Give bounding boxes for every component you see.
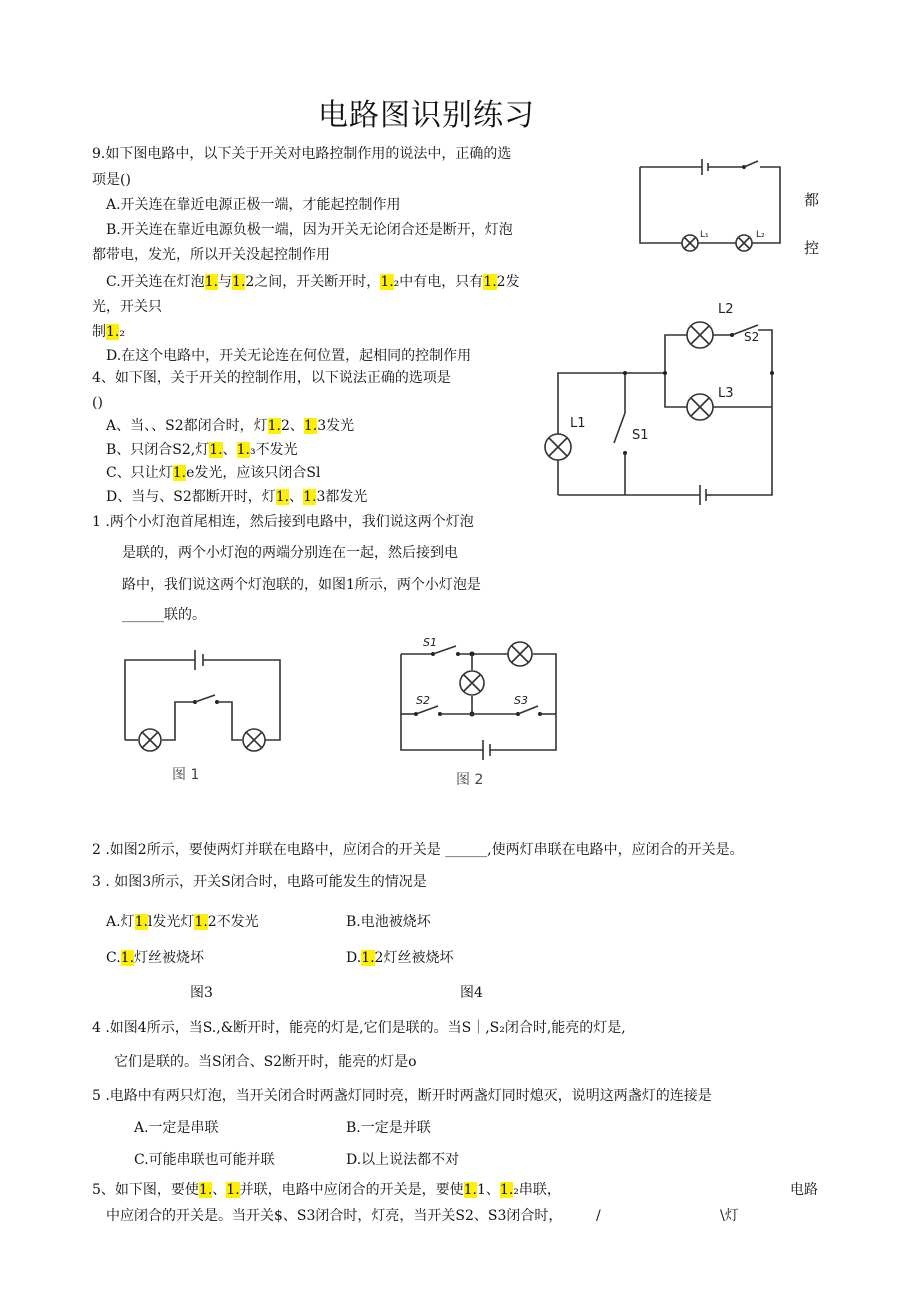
q5b-line1: 5、如下图，要使1.、1.并联，电路中应闭合的开关是，要使1.1、1.₂串联，: [92, 1182, 561, 1198]
q4-option-a: A、当、、S2都闭合时，灯1.2、1.3发光: [106, 418, 355, 434]
label-l2: L2: [718, 302, 734, 317]
q4b-line1: 4 .如图4所示，当S.,&断开时，能亮的灯是,它们是联的。当S｜,S₂闭合时,能亮的灯是,: [92, 1020, 626, 1036]
q9-option-c-line1: C.开关连在灯泡1.与1.2之间，开关断开时，1.₂中有电，只有1.2发: [106, 274, 520, 290]
q9-stem-line1: 9.如下图电路中，以下关于开关对电路控制作用的说法中，正确的选: [92, 146, 512, 162]
q4b-line2: 它们是联的。当S闭合、S2断开时，能亮的灯是o: [114, 1054, 417, 1070]
q2-text: 2 .如图2所示，要使两灯并联在电路中，应闭合的开关是 ______,使两灯串联在电路中，应闭合的开关是。: [92, 842, 744, 858]
q9-option-c-line3: 制1.₂: [92, 324, 125, 340]
q3-option-c: C.1.灯丝被烧坏: [106, 950, 205, 966]
q1-line3: 路中，我们说这两个灯泡联的，如图1所示，两个小灯泡是: [122, 577, 481, 593]
q5b-slash: /: [596, 1208, 601, 1224]
q5b-end: \灯: [720, 1208, 739, 1224]
label-s1: S1: [632, 428, 649, 443]
q9-side-char-1: 都: [804, 191, 820, 209]
q3-option-a: A.灯1.l发光灯1.2不发光: [106, 914, 259, 930]
q4-stem: 4、如下图，关于开关的控制作用，以下说法正确的选项是: [92, 370, 451, 386]
q9-circuit-diagram: [640, 155, 780, 255]
q1-line1: 1 .两个小灯泡首尾相连，然后接到电路中，我们说这两个灯泡: [92, 514, 474, 530]
q9-stem-line2: 项是(): [92, 172, 131, 188]
figure-1-caption: 图 1: [172, 767, 200, 783]
q5b-line2: 中应闭合的开关是。当开关$、S3闭合时，灯亮，当开关S2、S3闭合时，: [106, 1208, 563, 1224]
q9-option-c-line2: 光，开关只: [92, 299, 162, 315]
q3-option-d: D.1.2灯丝被烧坏: [346, 950, 454, 966]
q3-stem: 3 . 如图3所示，开关S闭合时，电路可能发生的情况是: [92, 874, 427, 890]
q5-option-c: C.可能串联也可能并联: [134, 1152, 275, 1168]
figure-1-circuit: [120, 640, 285, 750]
q9-option-b-line2: 都带电，发光，所以开关没起控制作用: [92, 247, 330, 263]
label-s2: S2: [416, 694, 430, 707]
label-s1: S1: [423, 636, 437, 649]
q4-circuit-diagram: [540, 295, 790, 510]
figure-4-caption: 图4: [460, 985, 483, 1001]
q4-paren: (): [92, 395, 103, 411]
label-l1: L₁: [700, 230, 709, 240]
figure-2-caption: 图 2: [456, 772, 484, 788]
q4-option-d: D、当与、S2都断开时，灯1.、1.3都发光: [106, 489, 368, 505]
q5b-line1-tail: 电路: [790, 1182, 818, 1198]
label-s2: S2: [744, 330, 760, 344]
q5-option-b: B.一定是并联: [346, 1120, 431, 1136]
q1-line4: ______联的。: [122, 607, 206, 623]
q5-option-a: A.一定是串联: [134, 1120, 219, 1136]
q9-option-a: A.开关连在靠近电源正极一端，才能起控制作用: [106, 197, 401, 213]
label-l2: L₂: [756, 230, 765, 240]
label-l3: L3: [718, 386, 734, 401]
q1-line2: 是联的，两个小灯泡的两端分别连在一起，然后接到电: [122, 545, 458, 561]
q5-option-d: D.以上说法都不对: [346, 1152, 460, 1168]
q3-option-b: B.电池被烧坏: [346, 914, 431, 930]
q9-side-char-2: 控: [804, 239, 820, 257]
q4-option-c: C、只让灯1.e发光，应该只闭合Sl: [106, 465, 321, 481]
q5-stem: 5 .电路中有两只灯泡，当开关闭合时两盏灯同时亮，断开时两盏灯同时熄灭，说明这两盏灯的连接是: [92, 1088, 712, 1104]
page-title: 电路图识别练习: [318, 98, 535, 133]
label-s3: S3: [514, 694, 528, 707]
label-l1: L1: [570, 416, 586, 431]
q9-option-b-line1: B.开关连在靠近电源负极一端，因为开关无论闭合还是断开，灯泡: [106, 222, 513, 238]
figure-3-caption: 图3: [190, 985, 213, 1001]
q9-option-d: D.在这个电路中，开关无论连在何位置，起相同的控制作用: [106, 348, 472, 364]
figure-2-circuit: [398, 632, 560, 757]
q4-option-b: B、只闭合S2,灯1.、1.₃不发光: [106, 442, 298, 458]
